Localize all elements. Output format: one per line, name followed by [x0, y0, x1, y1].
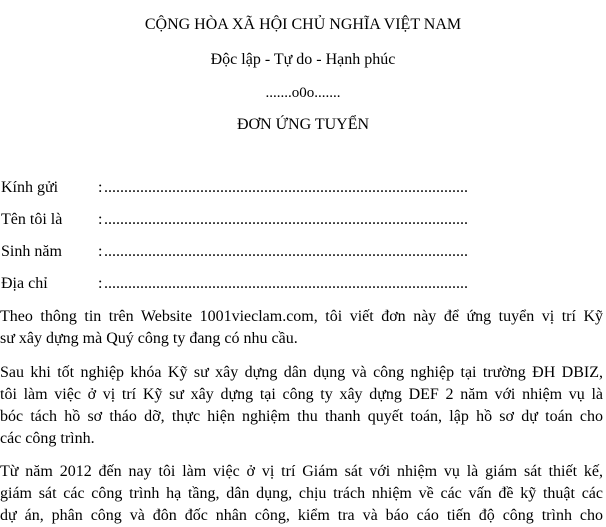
- paragraph-education: [0, 362, 606, 450]
- paragraph-line: bóc tách hồ sơ tháo dỡ, thực hiện nghiệm thu thanh quyết toán, lập hồ sơ dự toán cho: [0, 408, 603, 425]
- field-colon: :: [98, 275, 103, 292]
- heading-divider: .......o0o.......: [265, 85, 341, 101]
- national-motto: Độc lập - Tự do - Hạnh phúc: [210, 51, 396, 68]
- field-recipient: [0, 179, 606, 201]
- field-colon: :: [98, 243, 103, 260]
- paragraph-line: dự án, phân công và đôn đốc nhân công, kiểm tra và báo cáo tiến độ công trình cho: [0, 507, 603, 524]
- field-birth-year: [0, 243, 606, 265]
- paragraph-line: Theo thông tin trên Website 1001vieclam.com, tôi viết đơn này để ứng tuyển vị trí Kỹ: [0, 308, 603, 325]
- paragraph-line: Từ năm 2012 đến nay tôi làm việc ở vị trí Giám sát với nhiệm vụ là giám sát thiết kế,: [0, 463, 603, 480]
- field-colon: :: [98, 211, 103, 228]
- national-heading: CỘNG HÒA XÃ HỘI CHỦ NGHĨA VIỆT NAM: [144, 16, 462, 33]
- paragraph-experience: [0, 461, 606, 527]
- field-blank-line: ...........................................................................................: [104, 179, 468, 196]
- field-blank-line: ...........................................................................................: [104, 211, 468, 228]
- field-address: [0, 275, 606, 297]
- field-blank-line: ...........................................................................................: [104, 275, 468, 292]
- field-label: Sinh năm: [1, 243, 62, 260]
- field-blank-line: ...........................................................................................: [104, 243, 468, 260]
- field-name: [0, 211, 606, 233]
- paragraph-line: Sau khi tốt nghiệp khóa Kỹ sư xây dựng dân dụng và công nghiệp tại trường ĐH DBIZ,: [0, 364, 603, 381]
- field-label: Tên tôi là: [1, 211, 63, 228]
- field-label: Địa chỉ: [1, 275, 48, 292]
- document-title: ĐƠN ỨNG TUYỂN: [236, 116, 370, 133]
- paragraph-line: sư xây dựng mà Quý công ty đang có nhu cầu.: [0, 330, 298, 347]
- field-colon: :: [98, 179, 103, 196]
- paragraph-intro: [0, 306, 606, 350]
- paragraph-line: các công trình.: [0, 430, 95, 447]
- field-label: Kính gửi: [1, 179, 59, 196]
- paragraph-line: tôi làm việc ở vị trí Kỹ sư xây dựng tại công ty xây dựng DEF 2 năm với nhiệm vụ là: [0, 386, 603, 403]
- paragraph-line: giám sát các công trình hạ tầng, dân dụng, chịu trách nhiệm về các vấn đề kỹ thuật các: [0, 485, 603, 502]
